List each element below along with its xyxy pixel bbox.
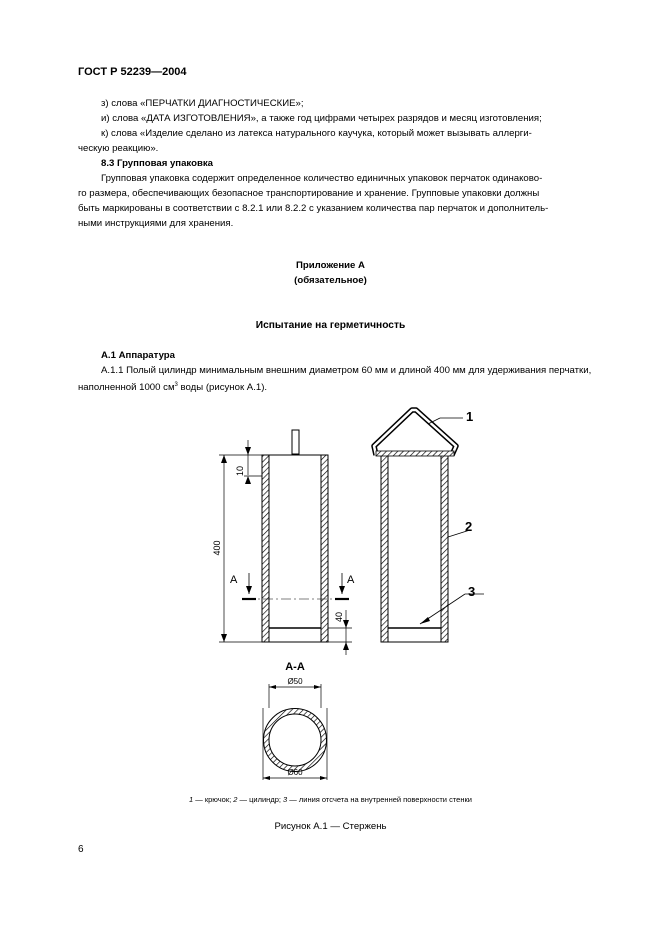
section-8-3-line: быть маркированы в соответствии с 8.2.1 или 8.2.2 с указанием количества пар перчаток и дополнитель-	[78, 203, 549, 214]
section-mark-right: А	[347, 574, 355, 586]
list-item-k: к) слова «Изделие сделано из латекса натурального каучука, который может вызывать аллерги-	[101, 128, 532, 139]
section-8-3-line: ными инструкциями для хранения.	[78, 218, 234, 229]
dim-400-label: 400	[212, 540, 222, 556]
dimension-arrows	[221, 447, 349, 650]
right-cylinder-view	[374, 410, 456, 642]
legend-num-1: 1	[189, 795, 194, 804]
superscript-3: 3	[174, 382, 178, 388]
a11-text-pre: наполненной 1000 см	[78, 382, 175, 394]
section-8-3-line: го размера, обеспечивающих безопасное транспортирование и хранение. Групповые упаковки должны	[78, 188, 540, 199]
legend-num-3: 3	[283, 795, 288, 804]
callout-2-label: 2	[465, 519, 473, 534]
list-item-z: з) слова «ПЕРЧАТКИ ДИАГНОСТИЧЕСКИЕ»;	[101, 98, 304, 109]
a11-text: А.1.1 Полый цилиндр минимальным внешним диаметром 60 мм и длиной 400 мм для удерживания перчатки,	[101, 365, 592, 376]
section-8-3-line: Групповая упаковка содержит определенное количество единичных упаковок перчаток одинаково-	[101, 173, 543, 184]
legend-text-3: — линия отсчета на внутренней поверхности стенки	[287, 795, 472, 804]
inner-diameter-label: Ø50	[287, 677, 303, 686]
section-8-3-title: 8.3 Групповая упаковка	[101, 158, 213, 169]
figure-legend	[0, 795, 661, 804]
legend-num-2: 2	[233, 795, 238, 804]
a11-text-post: воды (рисунок А.1).	[177, 382, 268, 394]
outer-diameter-label: Ø60	[287, 768, 303, 777]
section-a-a-label: А-А	[285, 661, 305, 673]
section-a-a	[263, 684, 327, 780]
appendix-heading: Испытание на герметичность	[255, 320, 406, 331]
document-header: ГОСТ Р 52239—2004	[78, 66, 187, 78]
page-number: 6	[78, 844, 84, 855]
a1-title: А.1 Аппаратура	[101, 350, 175, 361]
list-item-k-cont: ческую реакцию».	[78, 143, 159, 154]
dim-10-label: 10	[235, 465, 245, 477]
callout-1-label: 1	[466, 409, 474, 424]
list-item-i: и) слова «ДАТА ИЗГОТОВЛЕНИЯ», а также год цифрами четырех разрядов и месяц изготовления;	[101, 113, 542, 124]
callout-3-label: 3	[468, 584, 476, 599]
figure-caption: Рисунок А.1 — Стержень	[274, 821, 387, 832]
hook	[374, 410, 456, 455]
legend-text-1: — крючок;	[193, 795, 234, 804]
dim-40-label: 40	[334, 611, 344, 623]
appendix-subtitle: (обязательное)	[294, 275, 367, 286]
left-cylinder-view	[242, 430, 349, 642]
legend-text-2: — цилиндр;	[237, 795, 284, 804]
section-mark-left: А	[230, 574, 238, 586]
appendix-title: Приложение А	[296, 260, 365, 271]
callout-3-arrow	[420, 617, 430, 624]
